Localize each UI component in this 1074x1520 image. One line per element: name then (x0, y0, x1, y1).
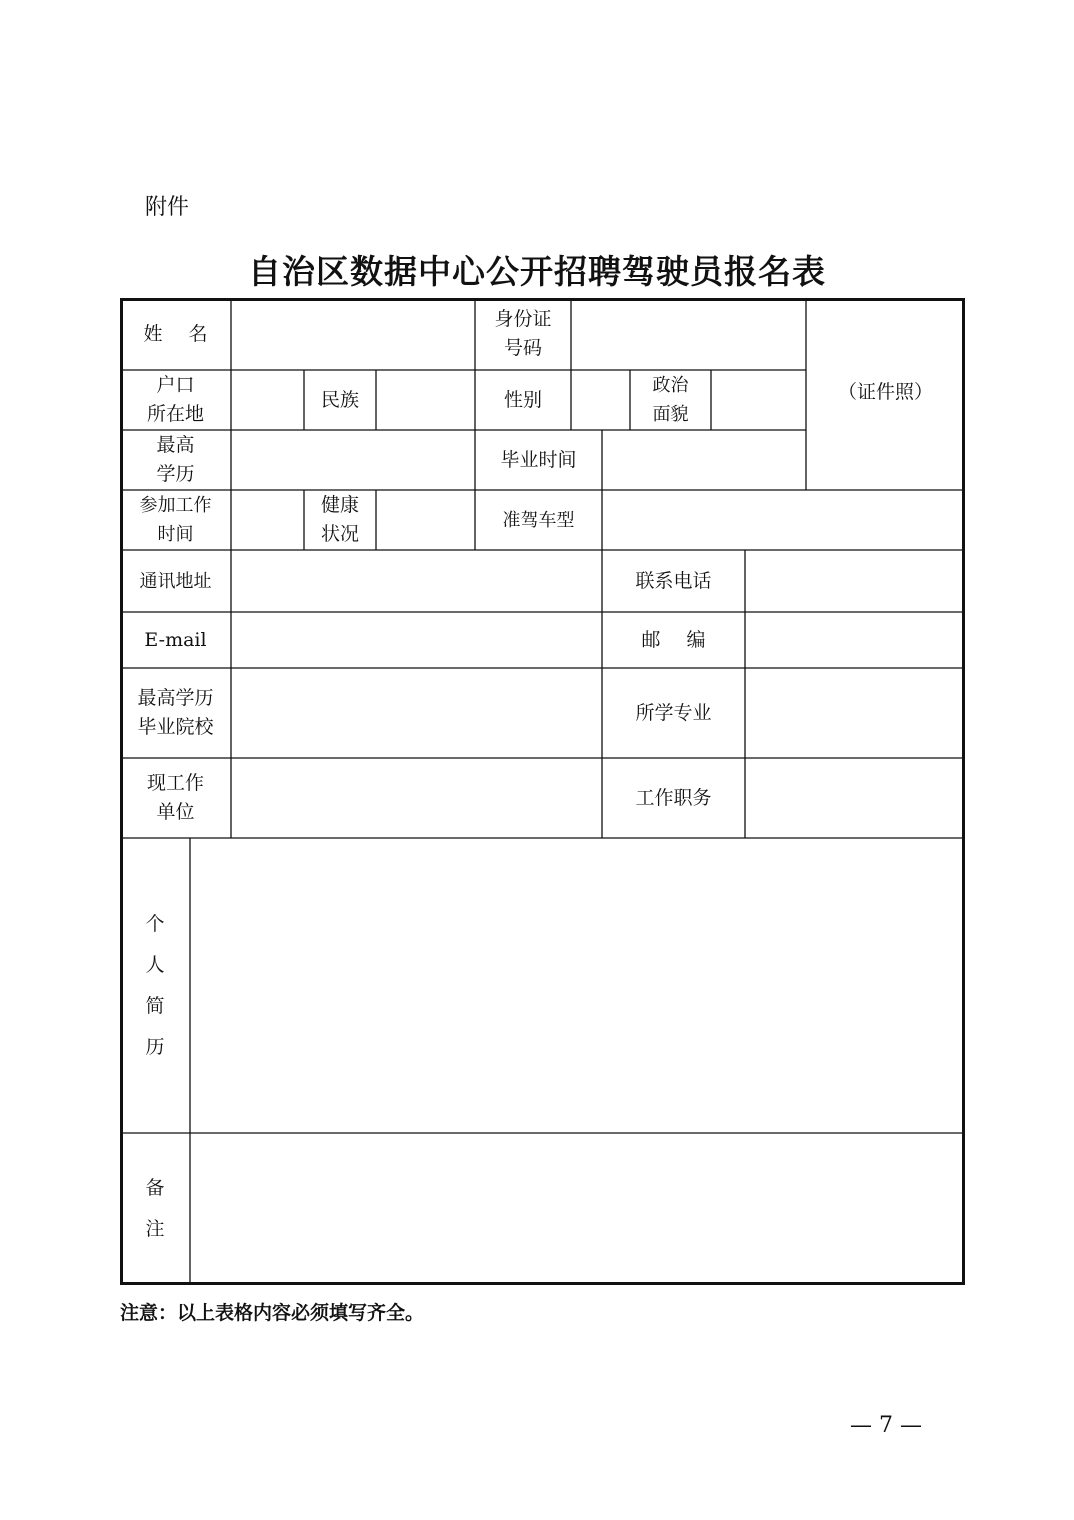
political-status-field[interactable] (711, 370, 806, 430)
attachment-label: 附件 (145, 195, 190, 220)
resume-label: 个 人 简 历 (145, 912, 165, 1058)
remarks-field[interactable] (190, 1133, 965, 1285)
resume-field[interactable] (190, 838, 965, 1133)
phone-field[interactable] (745, 550, 965, 612)
photo-area[interactable]: （证件照） (837, 381, 933, 403)
name-field[interactable] (231, 298, 475, 370)
email-label: E-mail (144, 628, 207, 651)
work-start-field[interactable] (231, 490, 304, 550)
registration-form-table (120, 298, 965, 1285)
employer-field[interactable] (231, 758, 602, 838)
postcode-field[interactable] (745, 612, 965, 668)
form-title: 自治区数据中心公开招聘驾驶员报名表 (248, 252, 826, 291)
job-title-label: 工作职务 (635, 786, 712, 809)
household-label: 户口 所在地 (146, 374, 204, 425)
name-label: 姓 名 (143, 322, 208, 345)
school-label: 最高学历 毕业院校 (137, 687, 214, 738)
gender-field[interactable] (571, 370, 630, 430)
address-field[interactable] (231, 550, 602, 612)
gender-label: 性别 (503, 388, 542, 411)
graduation-time-label: 毕业时间 (500, 448, 577, 471)
license-type-label: 准驾车型 (502, 509, 575, 531)
form-note: 注意：以上表格内容必须填写齐全。 (120, 1302, 425, 1324)
political-status-label: 政治 面貌 (652, 375, 689, 425)
id-number-field[interactable] (571, 298, 806, 370)
remarks-label: 备 注 (145, 1177, 165, 1240)
ethnicity-label: 民族 (320, 388, 359, 411)
phone-label: 联系电话 (635, 569, 712, 592)
postcode-label: 邮 编 (641, 628, 706, 651)
address-label: 通讯地址 (139, 570, 212, 592)
major-label: 所学专业 (635, 701, 712, 724)
id-number-label: 身份证 号码 (494, 308, 552, 359)
employer-label: 现工作 单位 (146, 772, 204, 823)
job-title-field[interactable] (745, 758, 965, 838)
work-start-label: 参加工作 时间 (139, 495, 212, 545)
school-field[interactable] (231, 668, 602, 758)
major-field[interactable] (745, 668, 965, 758)
license-type-field[interactable] (602, 490, 965, 550)
household-field[interactable] (231, 370, 304, 430)
health-field[interactable] (376, 490, 475, 550)
graduation-time-field[interactable] (602, 430, 806, 490)
health-label: 健康 状况 (320, 494, 359, 545)
education-field[interactable] (231, 430, 475, 490)
education-label: 最高 学历 (156, 434, 195, 485)
email-field[interactable] (231, 612, 602, 668)
ethnicity-field[interactable] (376, 370, 475, 430)
page-number: — 7 — (850, 1413, 922, 1438)
